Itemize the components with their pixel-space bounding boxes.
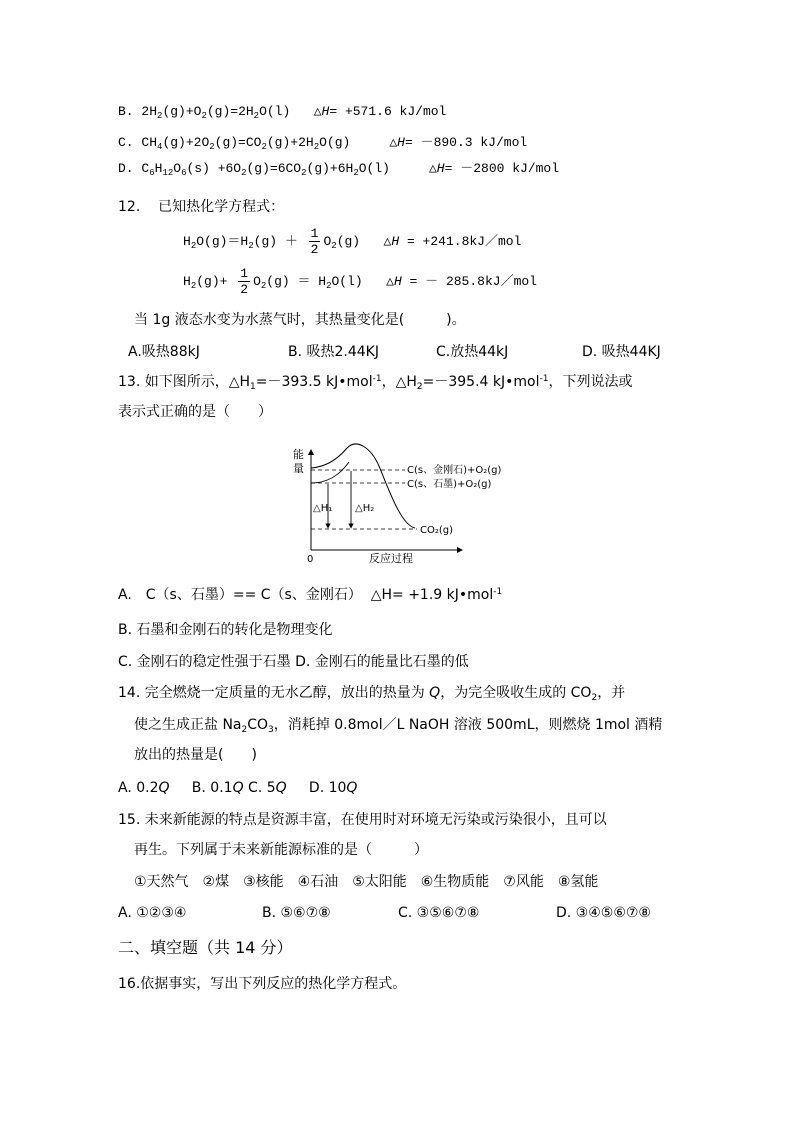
origin-label: 0 [307, 554, 314, 565]
label-graphite: C(s、石墨)+O₂(g) [407, 479, 492, 490]
q14-options: A. 0.2Q B. 0.1Q C. 5Q D. 10Q [118, 780, 358, 796]
q16-text: 16.依据事实，写出下列反应的热化学方程式。 [118, 976, 407, 992]
q12-option-a: A.吸热88kJ [128, 344, 200, 360]
q15-items: ①天然气 ②煤 ③核能 ④石油 ⑤太阳能 ⑥生物质能 ⑦风能 ⑧氢能 [134, 874, 599, 890]
energy-diagram [285, 440, 535, 565]
q12-option-d: D. 吸热44KJ [582, 344, 661, 360]
q14-line-1: 14. 完全燃烧一定质量的无水乙醇，放出的热量为 Q，为完全吸收生成的 $CO_2$，并 [118, 685, 626, 703]
dh2-label: △H₂ [355, 503, 375, 514]
q15-option-b: B. ⑤⑥⑦⑧ [262, 905, 331, 921]
label-diamond: C(s、金刚石)+O₂(g) [407, 465, 502, 476]
x-axis-label: 反应过程 [369, 552, 413, 565]
option-b-prev: B. $2H_2(g)+O_2(g)=2H_2O(l)$ △H= +571.6 kJ/mol [118, 104, 447, 121]
q14-line-3: 放出的热量是( ) [134, 747, 257, 763]
option-c-prev: C. $CH_4(g)+2O_2(g)=CO_2(g)+2H_2O(g)$ △H= －890.3 kJ/mol [118, 135, 528, 152]
q12-option-b: B. 吸热2.44KJ [288, 344, 379, 360]
q13-option-cd: C. 金刚石的稳定性强于石墨 D. 金刚石的能量比石墨的低 [118, 654, 469, 670]
q14-line-2: 使之生成正盐 $Na_2CO_3$，消耗掉 0.8mol／L NaOH 溶液 500mL，则燃烧 1mol 酒精 [134, 717, 663, 735]
q13-line-2: 表示式正确的是（ ） [118, 404, 272, 420]
y-axis-label-1: 能 [293, 448, 304, 461]
dh1-label: △H₁ [313, 503, 333, 514]
q13-option-a: A. C（s、石墨）== C（s、金刚石） △H= +1.9 kJ•mol$^{-1}$ [118, 587, 503, 603]
fraction-half: $\frac{1}{2}$ [240, 266, 249, 298]
q15-option-a: A. ①②③④ [118, 905, 187, 921]
q13-option-b: B. 石墨和金刚石的转化是物理变化 [118, 622, 333, 638]
q15-option-c: C. ③⑤⑥⑦⑧ [398, 905, 480, 921]
q15-line-1: 15. 未来新能源的特点是资源丰富，在使用时对环境无污染或污染很小，且可以 [118, 812, 607, 828]
graphite-curve [311, 462, 349, 483]
q15-line-2: 再生。下列属于未来新能源标准的是（ ） [134, 842, 428, 858]
q12-equation-2: $H_2(g)+$ $\frac{1}{2}$ $O_2(g) = H_2O(l)$ △H = － 285.8kJ／mol [183, 266, 537, 298]
q15-option-d: D. ③④⑤⑥⑦⑧ [556, 905, 651, 921]
section-2-title: 二、填空题（共 14 分） [118, 938, 293, 957]
fraction-half: $\frac{1}{2}$ [310, 226, 319, 258]
q13-line-1: 13. 如下图所示，$\triangle H_1=-393.5$ kJ•mol$^{-1}$，$\triangle H_2=-395.4$ kJ•mol$^{-1}$，下列说法或 [118, 374, 633, 392]
q12-equation-1: $H_2O(g)=H_2(g)$ ＋ $\frac{1}{2}$ $O_2(g)$ △H = +241.8kJ／mol [183, 226, 522, 258]
label-co2: CO₂(g) [420, 525, 454, 536]
y-axis-label-2: 量 [293, 462, 304, 475]
q12-option-c: C.放热44kJ [436, 344, 509, 360]
q12-stem: 12. 已知热化学方程式： [118, 199, 285, 215]
q12-question: 当 1g 液态水变为水蒸气时，其热量变化是( )。 [134, 312, 466, 328]
diamond-curve [311, 444, 415, 528]
option-d-prev: D. $C_6H_{12}O_6(s) +6O_2(g)=6CO_2(g)+6H_2O(l)$ △H= －2800 kJ/mol [118, 161, 560, 178]
